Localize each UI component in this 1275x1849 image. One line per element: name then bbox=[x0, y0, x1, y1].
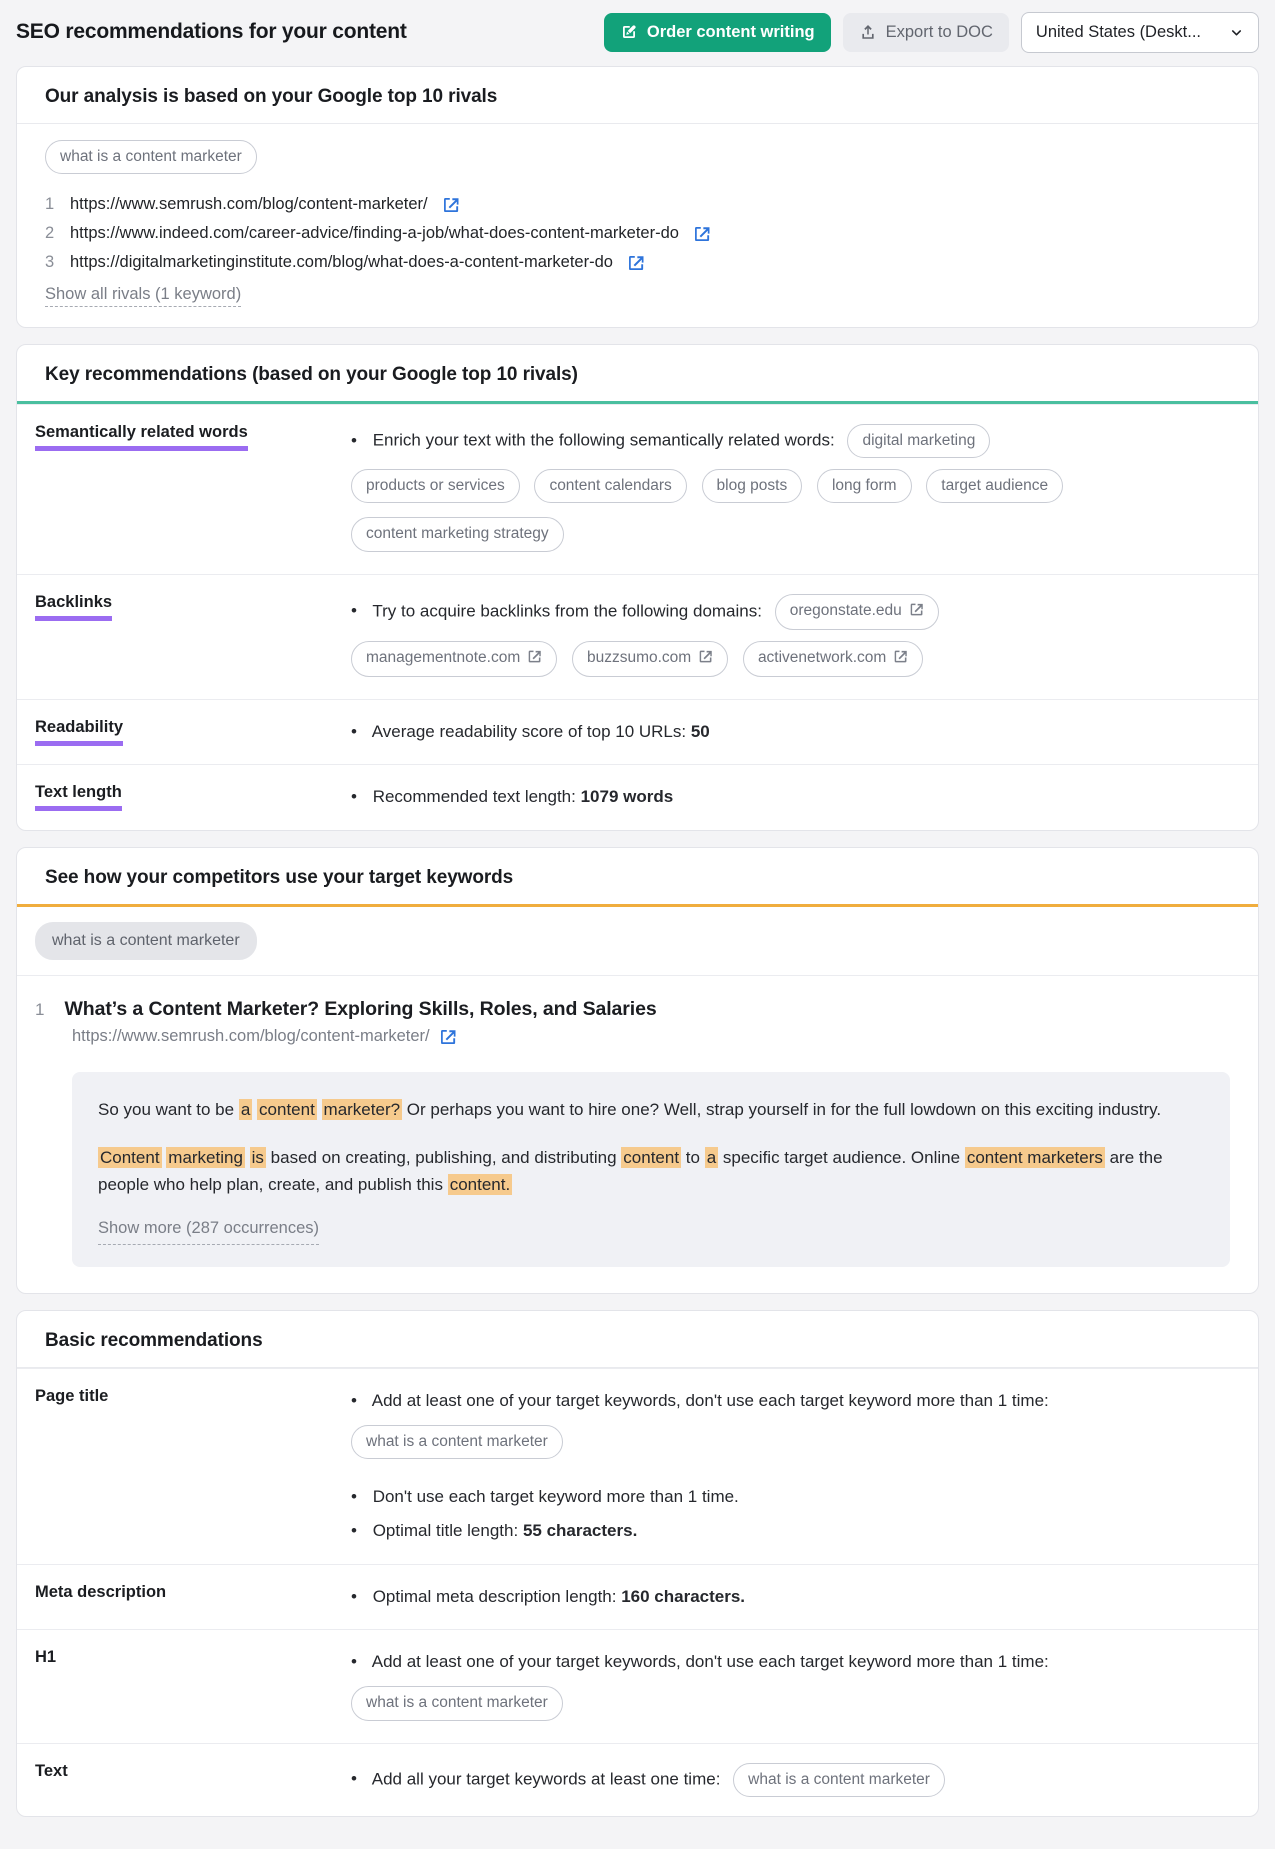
semantic-chip-line bbox=[351, 462, 1230, 510]
result-rank: 1 bbox=[35, 1000, 45, 1020]
text-length-text: • Recommended text length: 1079 words bbox=[351, 780, 1230, 814]
row-label-readability: Readability bbox=[35, 715, 351, 749]
export-upload-icon bbox=[859, 23, 877, 41]
rival-rank: 3 bbox=[45, 253, 55, 272]
external-link-icon[interactable] bbox=[693, 225, 711, 243]
text-length-value: 1079 words bbox=[580, 787, 674, 807]
recommendation-row-backlinks bbox=[17, 574, 1258, 699]
rivals-card-title: Our analysis is based on your Google top 10 rivals bbox=[45, 85, 498, 107]
semantic-word-chip: long form bbox=[817, 469, 912, 503]
basic-recommendations-title: Basic recommendations bbox=[45, 1329, 263, 1351]
external-link-icon bbox=[909, 604, 924, 621]
recommendation-row-meta-description bbox=[17, 1564, 1258, 1629]
external-link-icon[interactable] bbox=[439, 1028, 457, 1046]
backlink-domain-chip[interactable]: buzzsumo.com bbox=[572, 641, 728, 677]
recommendation-row-text-length bbox=[17, 764, 1258, 829]
optimal-meta-length: 160 characters. bbox=[621, 1586, 746, 1606]
row-label-semantic: Semantically related words bbox=[35, 420, 351, 558]
competitor-result bbox=[17, 976, 1258, 1292]
backlinks-chip-line bbox=[351, 634, 1230, 684]
backlink-domain-chip[interactable]: oregonstate.edu bbox=[775, 594, 939, 630]
key-recommendations-header bbox=[17, 345, 1258, 404]
backlinks-lead: • Try to acquire backlinks from the following domains: oregonstate.edu bbox=[351, 590, 1230, 634]
region-device-select[interactable] bbox=[1021, 12, 1259, 53]
key-recommendations-title: Key recommendations (based on your Google top 10 rivals) bbox=[45, 364, 578, 386]
basic-recommendations-card bbox=[16, 1310, 1259, 1817]
keyword-chip: what is a content marketer bbox=[351, 1425, 563, 1459]
semantic-word-chip: content calendars bbox=[534, 469, 686, 503]
semantic-word-chip: digital marketing bbox=[847, 424, 990, 458]
recommendation-row-page-title bbox=[17, 1368, 1258, 1564]
keyword-chip: what is a content marketer bbox=[733, 1763, 945, 1797]
recommendation-row-semantic bbox=[17, 404, 1258, 573]
row-label-page-title: Page title bbox=[35, 1386, 109, 1405]
excerpt-paragraph: So you want to be a content marketer? Or perhaps you want to hire one? Well, strap yourself in for the full lowdown on this exciting industry. bbox=[98, 1100, 1162, 1120]
rival-rank: 2 bbox=[45, 224, 55, 243]
keyword-chip: what is a content marketer bbox=[45, 140, 257, 174]
rival-rank: 1 bbox=[45, 195, 55, 214]
keyword-chip: what is a content marketer bbox=[351, 1686, 563, 1720]
row-label-meta-description: Meta description bbox=[35, 1582, 167, 1601]
rival-url: https://www.indeed.com/career-advice/finding-a-job/what-does-content-marketer-do bbox=[70, 224, 679, 243]
compose-edit-icon bbox=[620, 23, 638, 41]
excerpt-paragraph: Content marketing is based on creating, publishing, and distributing content to a specific target audience. Online content marketers are the people who help plan, create, and publish this content. bbox=[98, 1147, 1163, 1195]
show-all-rivals-link[interactable]: Show all rivals (1 keyword) bbox=[45, 285, 241, 307]
semantic-word-chip: blog posts bbox=[702, 469, 803, 503]
rival-url: https://digitalmarketinginstitute.com/blog/what-does-a-content-marketer-do bbox=[70, 253, 613, 272]
h1-bullet: • Add at least one of your target keywords, don't use each target keyword more than 1 time: bbox=[351, 1645, 1230, 1679]
result-excerpt bbox=[72, 1072, 1230, 1266]
backlink-domain-chip[interactable]: managementnote.com bbox=[351, 641, 557, 677]
page-title: SEO recommendations for your content bbox=[16, 20, 407, 44]
semantic-chip-line bbox=[351, 510, 1230, 558]
meta-description-bullet: • Optimal meta description length: 160 characters. bbox=[351, 1580, 1230, 1614]
readability-text: • Average readability score of top 10 URLs: 50 bbox=[351, 715, 1230, 749]
external-link-icon bbox=[698, 651, 713, 668]
backlink-domain-chip[interactable]: activenetwork.com bbox=[743, 641, 923, 677]
row-label-text-length: Text length bbox=[35, 780, 351, 814]
recommendation-row-readability bbox=[17, 699, 1258, 764]
page-title-keyword-line bbox=[351, 1418, 1230, 1466]
chevron-down-icon bbox=[1229, 25, 1244, 40]
recommendation-row-text bbox=[17, 1743, 1258, 1816]
page-title-bullet-3: • Optimal title length: 55 characters. bbox=[351, 1514, 1230, 1548]
key-recommendations-card bbox=[16, 344, 1259, 830]
row-label-text: Text bbox=[35, 1761, 68, 1780]
semantic-word-chip: products or services bbox=[351, 469, 520, 503]
semantic-word-chip: target audience bbox=[926, 469, 1063, 503]
result-url: https://www.semrush.com/blog/content-marketer/ bbox=[72, 1027, 430, 1046]
page-title-bullet-2: • Don't use each target keyword more than 1 time. bbox=[351, 1480, 1230, 1514]
competitors-keyword-row bbox=[17, 907, 1258, 977]
region-device-value: United States (Deskt... bbox=[1035, 23, 1201, 41]
rival-url-row bbox=[45, 190, 1230, 219]
order-content-writing-button[interactable] bbox=[604, 13, 831, 52]
rival-url-row bbox=[45, 219, 1230, 248]
rival-url-row bbox=[45, 248, 1230, 277]
row-label-backlinks: Backlinks bbox=[35, 590, 351, 684]
recommendation-row-h1 bbox=[17, 1629, 1258, 1742]
rivals-card bbox=[16, 66, 1259, 328]
show-more-occurrences-link[interactable]: Show more (287 occurrences) bbox=[98, 1215, 319, 1245]
readability-score: 50 bbox=[690, 721, 710, 741]
competitors-card bbox=[16, 847, 1259, 1294]
export-to-doc-button[interactable] bbox=[843, 13, 1009, 52]
optimal-title-length: 55 characters. bbox=[522, 1521, 638, 1541]
page-header bbox=[16, 0, 1259, 66]
order-content-writing-label: Order content writing bbox=[646, 23, 815, 41]
semantic-lead: • Enrich your text with the following semantically related words: digital marketing bbox=[351, 420, 1230, 462]
rivals-card-header bbox=[17, 67, 1258, 124]
competitors-card-title: See how your competitors use your target keywords bbox=[45, 866, 514, 888]
row-label-h1: H1 bbox=[35, 1648, 57, 1667]
semantic-word-chip: content marketing strategy bbox=[351, 517, 564, 551]
page-title-bullet-1: • Add at least one of your target keywords, don't use each target keyword more than 1 time: bbox=[351, 1384, 1230, 1418]
text-bullet: • Add all your target keywords at least one time: what is a content marketer bbox=[351, 1759, 1230, 1801]
external-link-icon[interactable] bbox=[627, 254, 645, 272]
basic-recommendations-header bbox=[17, 1311, 1258, 1368]
competitors-card-header bbox=[17, 848, 1258, 907]
result-title: What’s a Content Marketer? Exploring Skills, Roles, and Salaries bbox=[64, 998, 657, 1021]
keyword-tab-chip[interactable]: what is a content marketer bbox=[35, 922, 257, 961]
external-link-icon bbox=[527, 651, 542, 668]
external-link-icon[interactable] bbox=[442, 196, 460, 214]
h1-keyword-line bbox=[351, 1679, 1230, 1727]
result-url-row bbox=[72, 1027, 1230, 1046]
export-to-doc-label: Export to DOC bbox=[885, 23, 993, 41]
external-link-icon bbox=[893, 651, 908, 668]
rival-url: https://www.semrush.com/blog/content-marketer/ bbox=[70, 195, 428, 214]
